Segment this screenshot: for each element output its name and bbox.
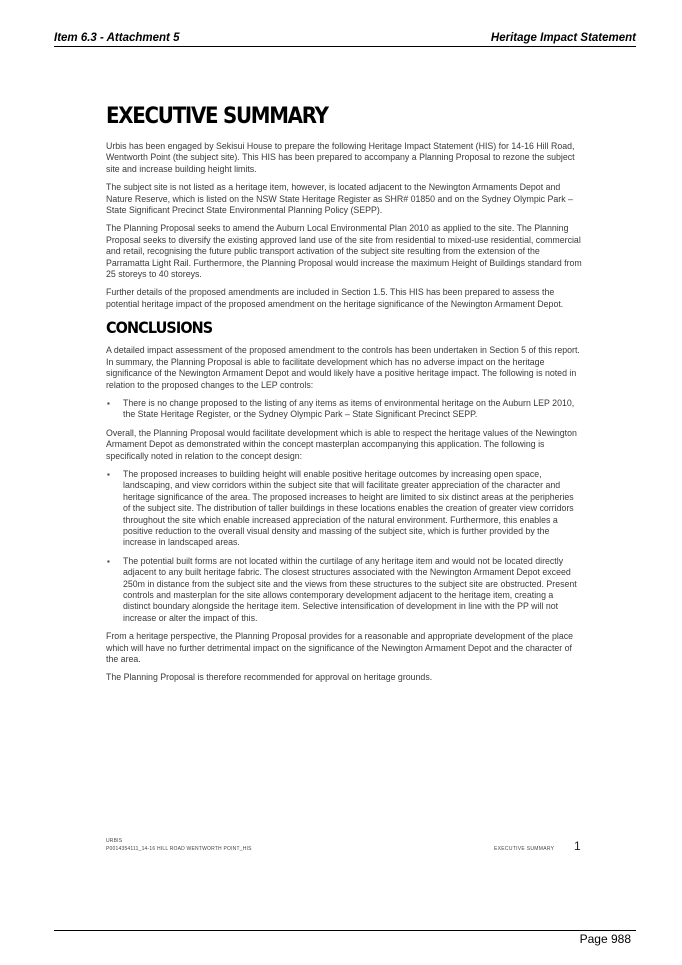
bullet-icon: ▪: [107, 398, 110, 408]
conclusions-heading: CONCLUSIONS: [106, 318, 213, 338]
conclusions-intro: A detailed impact assessment of the proposed amendment to the controls has been undertaken in Section 5 of this report. In summary, the Planning Proposal is able to facilitate development which has no adverse impact on the heritage significance of the Newington Armament Depot and would likely have a positive heritage impact. The following is noted in relation to the proposed changes to the LEP controls:: [106, 345, 580, 390]
lep-controls-list: [106, 398, 582, 421]
conclusions-closing: From a heritage perspective, the Planning Proposal provides for a reasonable and appropriate development of the place which will have no further detrimental impact on the significance of the Newington Armament Depot and the character of the area.: [106, 631, 574, 665]
summary-paragraph: Urbis has been engaged by Sekisui House to prepare the following Heritage Impact Statement (HIS) for 14-16 Hill Road, Wentworth Point (the subject site). This HIS has been prepared to accompany a Planning Proposal to rezone the subject site and increase building height limits.: [106, 141, 575, 174]
summary-paragraph: Further details of the proposed amendments are included in Section 1.5. This HIS has been prepared to assess the potential heritage impact of the proposed amendment on the heritage significance of the Newington Armament Depot.: [106, 287, 564, 309]
list-item: [106, 469, 582, 549]
footer-divider: [54, 930, 636, 931]
header-document-title: Heritage Impact Statement: [490, 32, 636, 44]
page-label: Page 988: [579, 932, 631, 946]
page-header: [54, 32, 636, 47]
list-item-text: There is no change proposed to the listing of any items as items of environmental heritage on the Auburn LEP 2010, the State Heritage Register, or the Sydney Olympic Park – State Significant Precinct SEPP.: [123, 397, 575, 420]
footer-section-name: EXECUTIVE SUMMARY: [494, 846, 555, 852]
footer-file-ref: P0014354111_14-16 HILL ROAD WENTWORTH POINT_HIS: [106, 846, 252, 852]
summary-paragraph: The subject site is not listed as a heritage item, however, is located adjacent to the Newington Armaments Depot and Nature Reserve, which is listed on the NSW State Heritage Register as SHR# 01850 and on the Sydney Olympic Park – State Significant Precinct State Environmental Planning Policy (SEPP).: [106, 182, 573, 216]
footer-reference: [106, 837, 252, 853]
bullet-icon: ▪: [107, 556, 110, 566]
list-item-text: The proposed increases to building height will enable positive heritage outcomes by increasing open space, landscaping, and view corridors within the subject site that will facilitate greater appreciation of the character and heritage significance of the area. The proposed increases to height are limited to six distinct areas at the peripheries of the subject site. The distribution of taller buildings in these locations enables the creation of greater view corridors throughout the site which enable increased appreciation of the natural environment. Furthermore, this enables a positive reduction to the overall visual density and massing of the subject site, which is further provided by the increase in landscaped areas.: [123, 468, 574, 548]
summary-paragraph: The Planning Proposal seeks to amend the Auburn Local Environmental Plan 2010 as applied to the site. The Planning Proposal seeks to diversify the existing approved land use of the site from residential to mixed-use residential, commercial and retail, recognising the future public transport activation of the subject site resulting from the extension of the Parramatta Light Rail. Furthermore, the Planning Proposal would increase the maximum Height of Buildings standard from 25 storeys to 40 storeys.: [106, 223, 582, 280]
header-item-label: Item 6.3 - Attachment 5: [54, 32, 180, 44]
list-item: [106, 556, 582, 624]
document-body: [106, 102, 582, 691]
concept-design-list: [106, 469, 582, 624]
list-item: [106, 398, 582, 421]
footer-page-number: 1: [574, 839, 581, 853]
footer-company: URBIS: [106, 838, 123, 844]
bullet-icon: ▪: [107, 469, 110, 479]
conclusions-overall: Overall, the Planning Proposal would facilitate development which is able to respect the heritage values of the Newington Armament Depot as demonstrated within the concept masterplan accompanying this application. The following is specifically noted in relation to the concept design:: [106, 427, 577, 461]
executive-summary-heading: EXECUTIVE SUMMARY: [106, 104, 328, 129]
list-item-text: The potential built forms are not located within the curtilage of any heritage item and would not be located directly adjacent to any built heritage fabric. The closest structures associated with the Newington Armament Depot exceed 250m in distance from the subject site and the views from these structures to the subject site are obstructed. Present controls and masterplan for the site allows contemporary development adjacent to the heritage item, creating a distinct boundary alongside the heritage item. Selective intensification of development in line with the PP will not increase or alter the impact of this.: [123, 555, 577, 623]
conclusions-recommendation: The Planning Proposal is therefore recommended for approval on heritage grounds.: [106, 672, 433, 683]
